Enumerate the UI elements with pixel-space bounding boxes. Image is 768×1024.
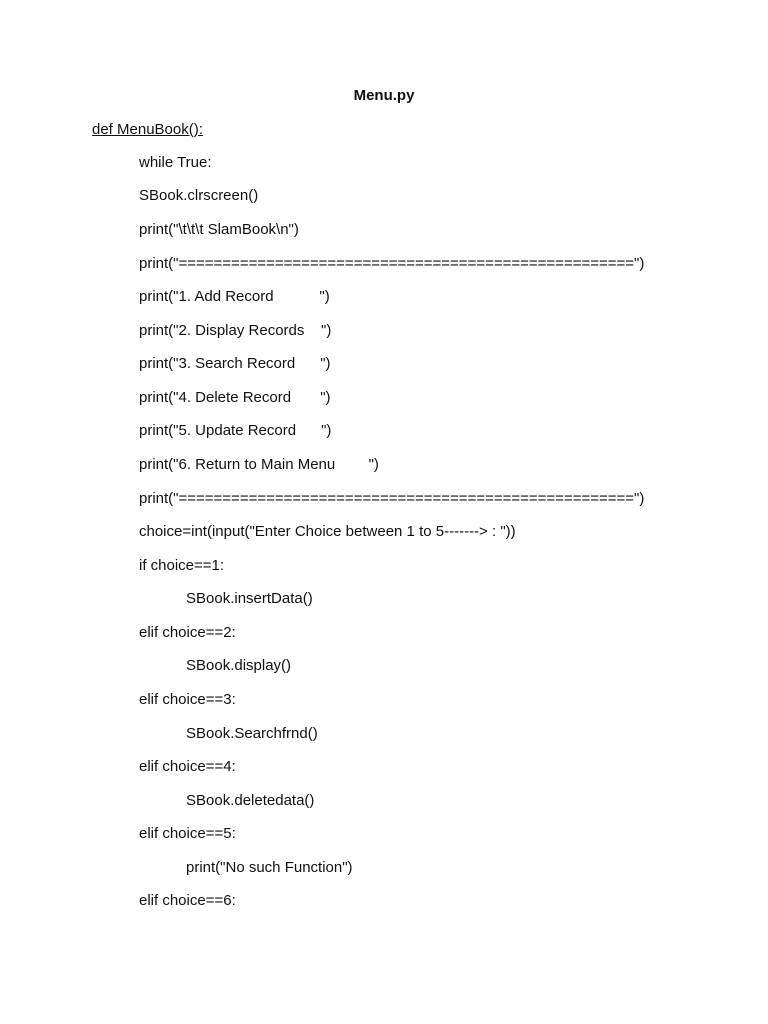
code-line-clrscreen: SBook.clrscreen()	[139, 187, 259, 204]
code-line-no-such-function: print("No such Function")	[186, 859, 353, 876]
code-line-deletedata: SBook.deletedata()	[186, 792, 315, 809]
code-line-print-menu-6: print("6. Return to Main Menu ")	[139, 456, 379, 473]
code-line-elif-3: elif choice==3:	[139, 691, 236, 708]
code-line-def: def MenuBook():	[92, 121, 203, 138]
code-line-choice: choice=int(input("Enter Choice between 1 to 5-------> : "))	[139, 523, 516, 540]
code-line-print-separator: print("====================================================")	[139, 255, 645, 272]
code-line-elif-5: elif choice==5:	[139, 825, 236, 842]
code-line-print-menu-2: print("2. Display Records ")	[139, 322, 332, 339]
code-line-print-title: print("\t\t\t SlamBook\n")	[139, 221, 299, 238]
code-line-print-menu-1: print("1. Add Record ")	[139, 288, 330, 305]
code-line-insertdata: SBook.insertData()	[186, 590, 313, 607]
code-line-print-separator: print("====================================================")	[139, 490, 645, 507]
code-line-display: SBook.display()	[186, 657, 292, 674]
code-line-print-menu-4: print("4. Delete Record ")	[139, 389, 331, 406]
code-line-print-menu-5: print("5. Update Record ")	[139, 422, 332, 439]
code-line-elif-2: elif choice==2:	[139, 624, 236, 641]
code-line-elif-4: elif choice==4:	[139, 758, 236, 775]
code-line-while: while True:	[139, 154, 212, 171]
code-line-print-menu-3: print("3. Search Record ")	[139, 355, 331, 372]
document-title: Menu.py	[353, 87, 415, 104]
code-line-if-1: if choice==1:	[139, 557, 225, 574]
code-line-elif-6: elif choice==6:	[139, 892, 236, 909]
code-line-searchfrnd: SBook.Searchfrnd()	[186, 725, 318, 742]
